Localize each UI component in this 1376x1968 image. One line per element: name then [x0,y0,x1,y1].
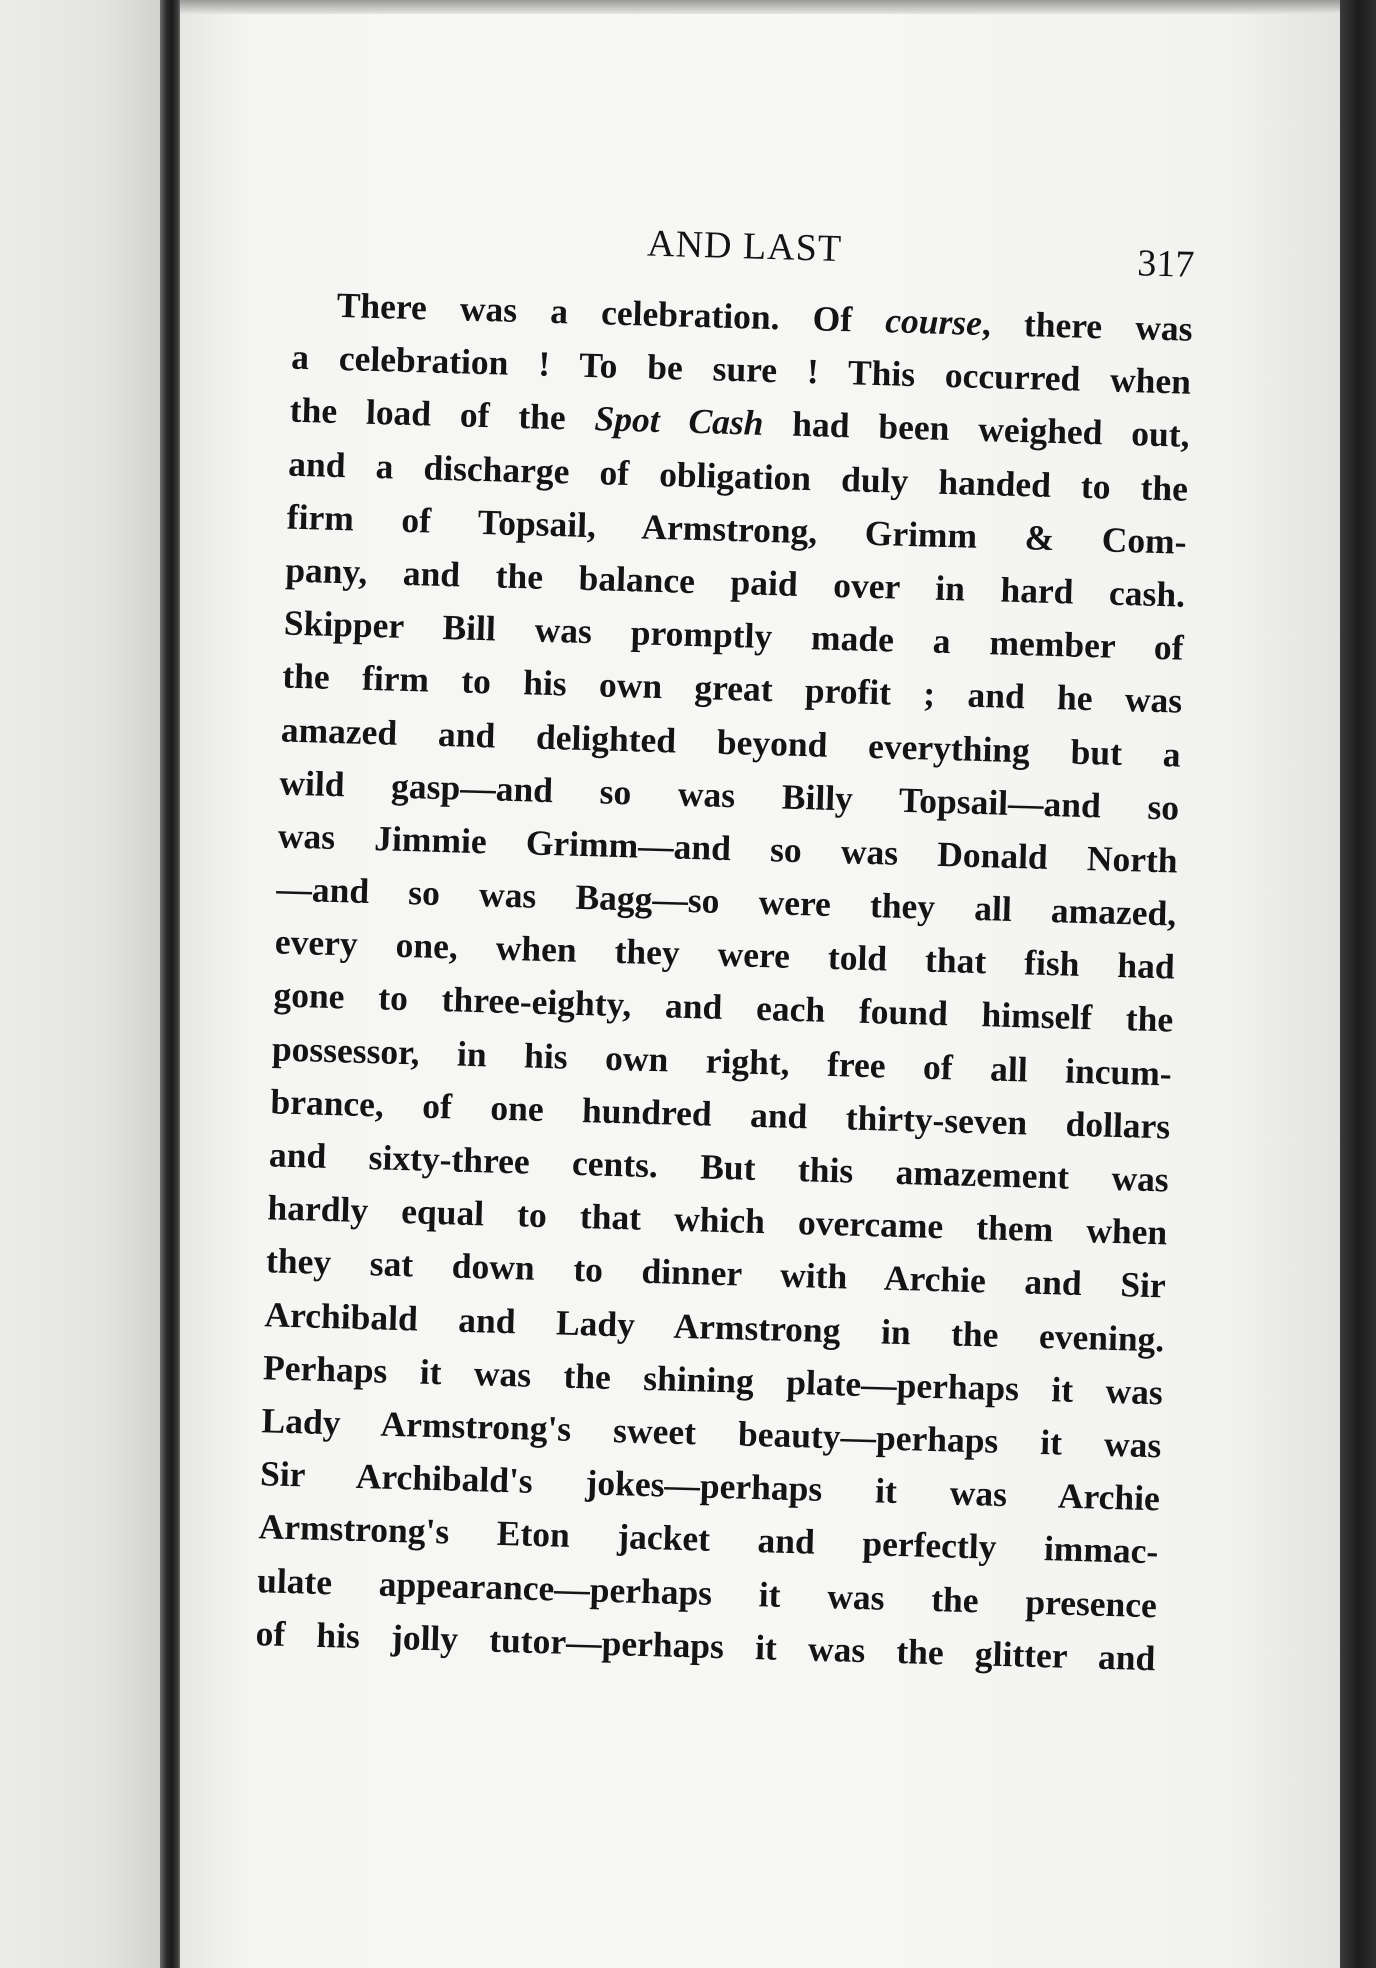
text-line: There was a celebration. Of course, there was [336,284,1194,349]
text-line: —and so was Bagg—so were they all amazed, [275,868,1177,934]
text-line: brance, of one hundred and thirty-seven dollars [269,1081,1171,1147]
text-line: the firm to his own great profit ; and he was [281,655,1183,721]
text-line: ulate appearance—perhaps it was the presence [256,1559,1158,1625]
page-number: 317 [1136,242,1195,286]
facing-page [0,0,168,1968]
text-line: amazed and delighted beyond everything but a [280,709,1182,775]
text-line: gone to three-eighty, and each found himself the [272,974,1174,1040]
text-line: and sixty-three cents. But this amazement was [268,1134,1170,1200]
text-line: wild gasp—and so was Billy Topsail—and so [278,762,1180,828]
text-line: and a discharge of obligation duly handed to the [287,443,1189,509]
text-line: firm of Topsail, Armstrong, Grimm & Com- [286,496,1188,562]
book-gutter [160,0,182,1968]
text-line: Archibald and Lady Armstrong in the evening. [264,1293,1165,1359]
text-line: a celebration ! To be sure ! This occurred when [290,336,1192,402]
text-line: Sir Archibald's jokes—perhaps it was Archie [259,1453,1161,1519]
text-line: Perhaps it was the shining plate—perhaps it was [262,1347,1164,1413]
page-edge-shadow [1340,0,1376,1968]
text-line: hardly equal to that which overcame them when [267,1187,1168,1253]
text-line: they sat down to dinner with Archie and Sir [265,1240,1167,1306]
text-line: possessor, in his own right, free of all incum- [271,1028,1173,1094]
text-line: Lady Armstrong's sweet beauty—perhaps it was [261,1400,1162,1466]
text-line: pany, and the balance paid over in hard cash. [284,549,1186,615]
text-line: of his jolly tutor—perhaps it was the glitter and [255,1612,1156,1678]
body-text [255,278,1193,1685]
page-content [255,212,1195,1685]
text-line: was Jimmie Grimm—and so was Donald North [277,815,1179,881]
chapter-title: AND LAST [646,222,843,270]
text-line: Skipper Bill was promptly made a member of [283,602,1185,668]
text-line: the load of the Spot Cash had been weighed out, [289,390,1191,456]
text-line: Armstrong's Eton jacket and perfectly immac- [258,1506,1159,1572]
text-line: every one, when they were told that fish had [274,921,1176,987]
